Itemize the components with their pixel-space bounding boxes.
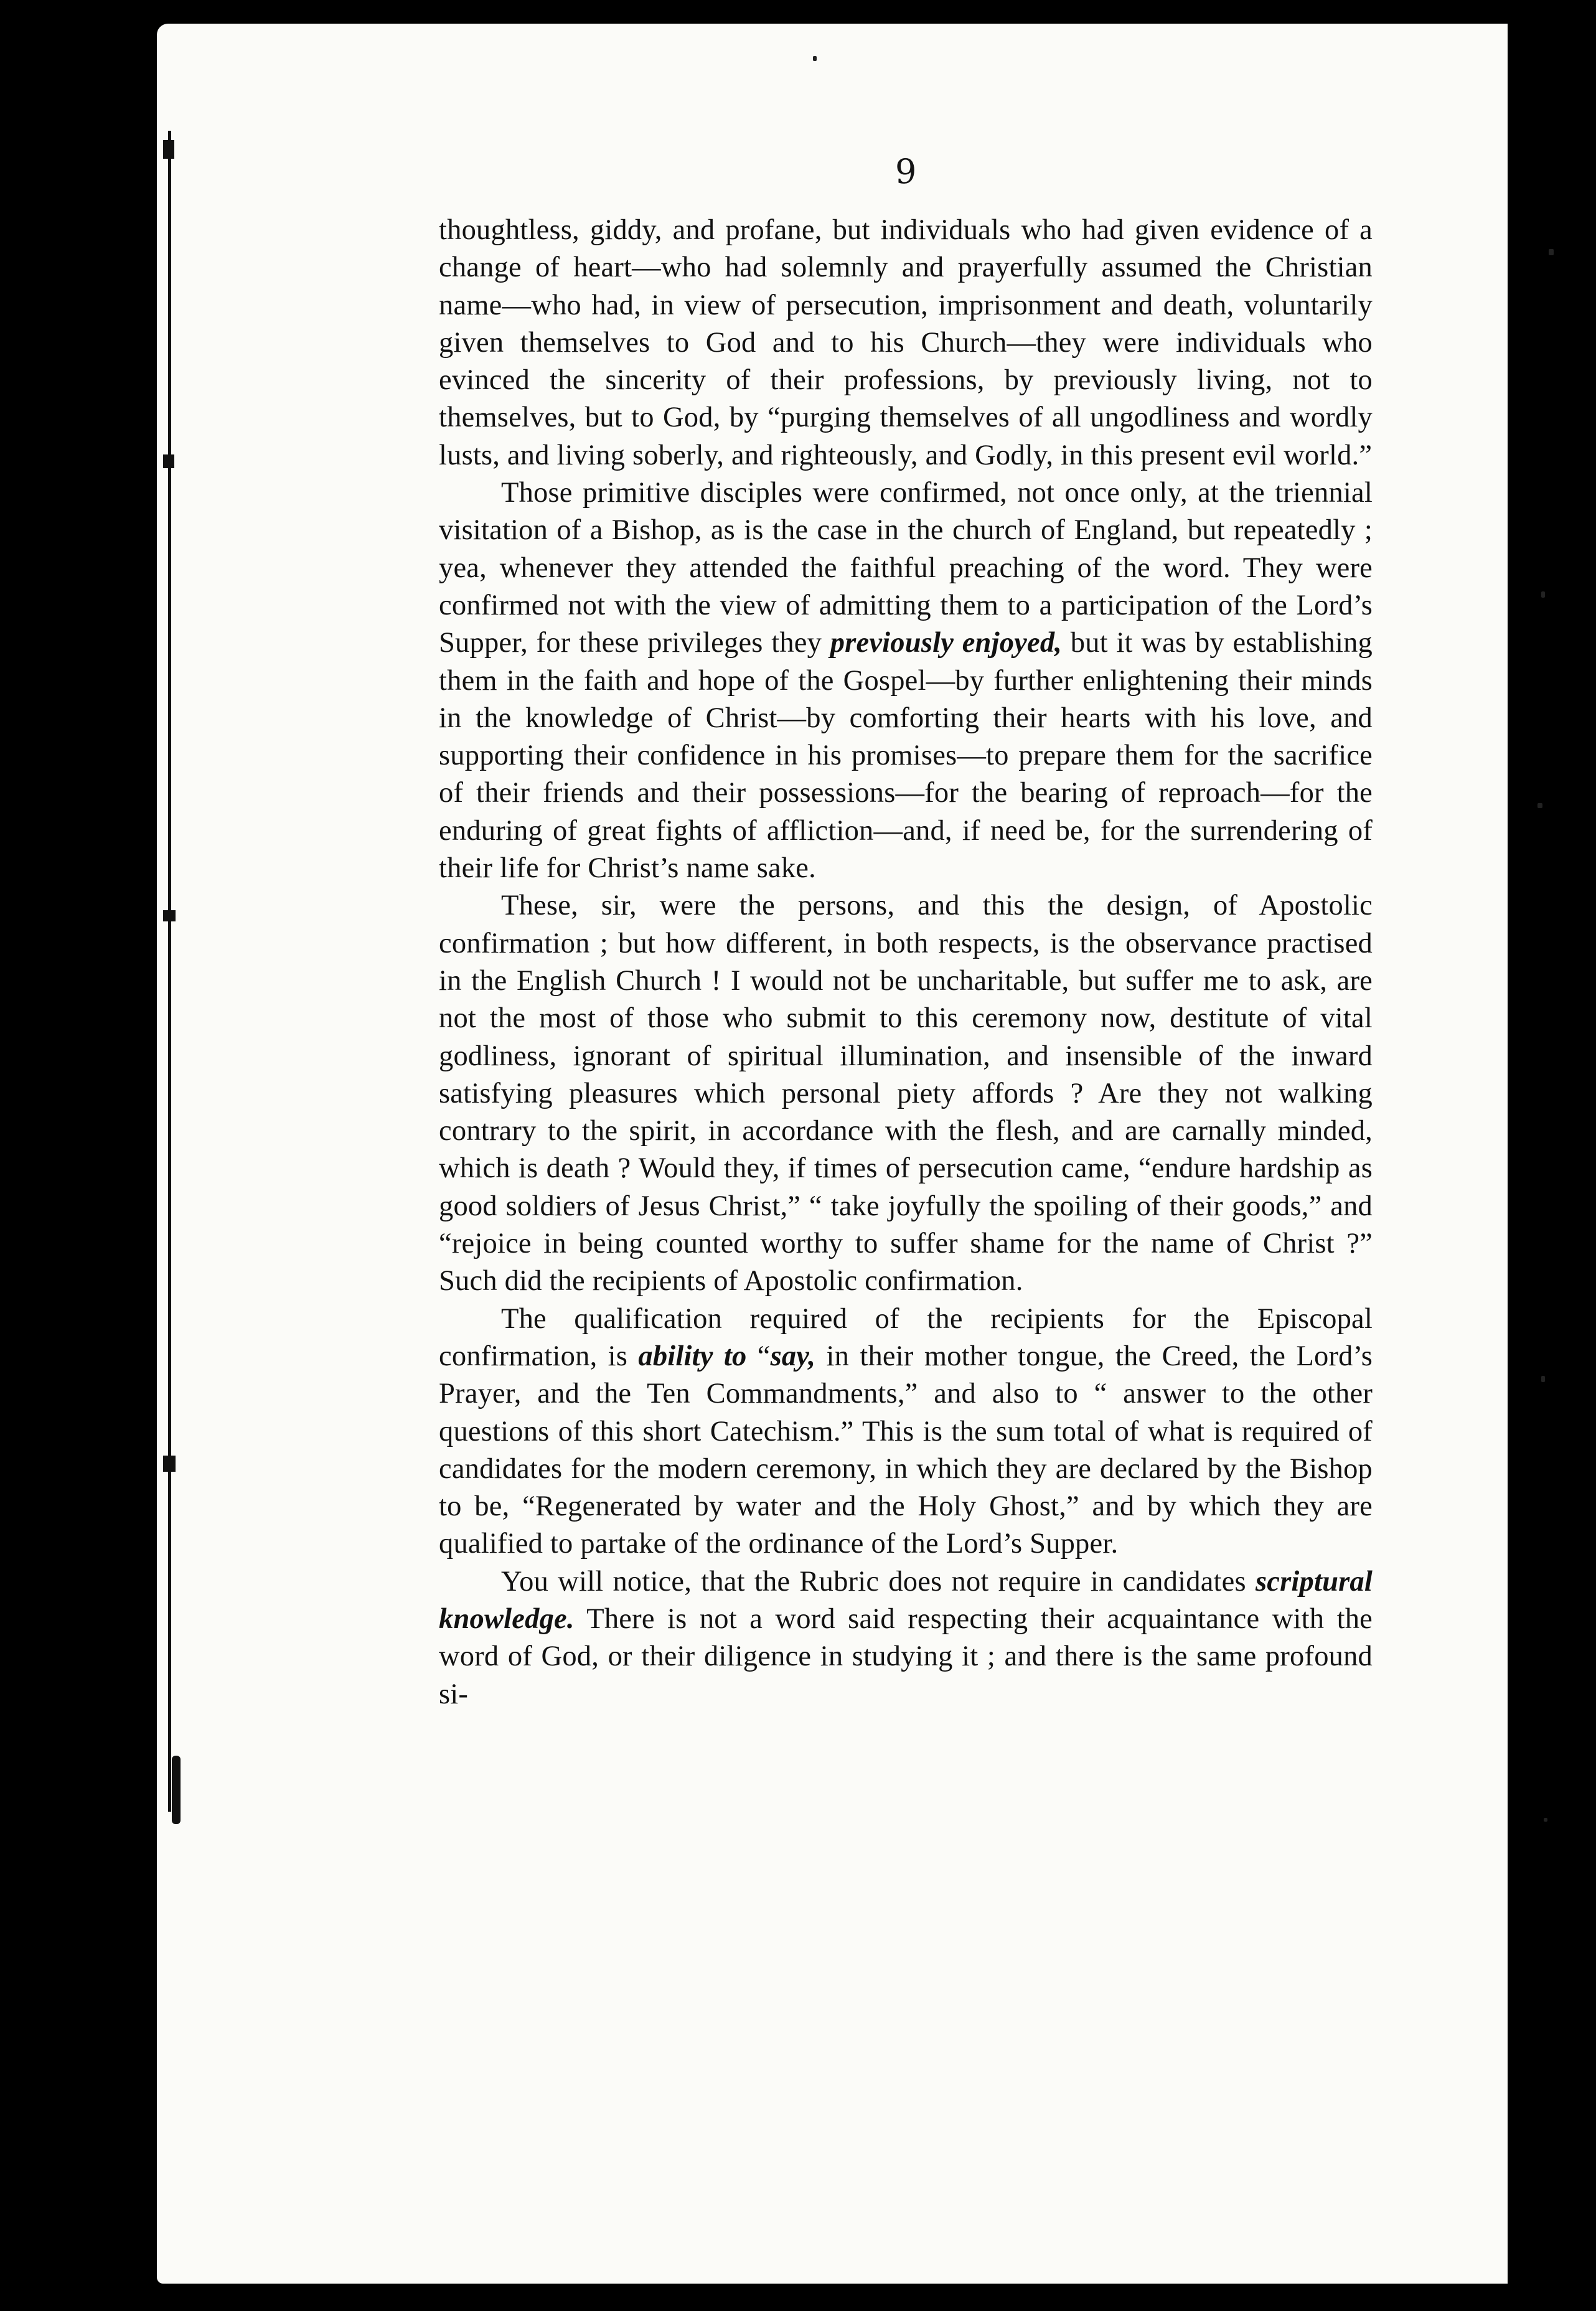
text-run: You will notice, that the Rubric does not require in candidates [501,1565,1256,1598]
italic-phrase: previously enjoyed, [830,627,1063,659]
speck [1541,1376,1545,1382]
speck [813,56,817,61]
paragraph [439,1563,1373,1713]
text-run: thoughtless, giddy, and profane, but individuals who had given evidence of a change of heart—who had solemnly and prayerfully assumed the Christian name—who had, in view of persecution, imprisonment and death, voluntarily given themselves to God and to his Church—they were individuals who evinced the sincerity of their professions, by previously living, not to themselves, but to God, by “purging themselves of all ungodliness and wordly lusts, and living soberly, and righteously, and Godly, in this present evil world.” [439,214,1373,471]
text-run: The qualification required of the recipients for the Episcopal confirmation, is [439,1302,1373,1372]
text-run: There is not a word said respecting their acquaintance with the word of God, or their diligence in studying it ; and there is the same profound si- [439,1603,1373,1710]
paragraph [439,212,1373,474]
binding-tick-mark [163,910,176,921]
italic-phrase: ability to [638,1340,747,1372]
paragraph [439,1301,1373,1563]
speck [1541,591,1545,598]
text-run: Those primitive disciples were confirmed, not once only, at the triennial visitation of a Bishop, as is the case in the church of England, but repeatedly ; yea, whenever they attended the faithful preaching of the word. They were confirmed not with the view of admitting them to a participation of the Lord’s Supper, for these privileges they [439,477,1373,659]
page-number: 9 [895,152,917,191]
paragraph [439,474,1373,887]
text-run: in their mother tongue, the Creed, the Lord’s Prayer, and the Ten Commandments,” and also to “ answer to the other questions of this short Catechism.” This is the sum total of what is required of candidates for the modern ceremony, in which they are declared by the Bishop to be, “Regenerated by water and the Holy Ghost,” and by which they are qualified to partake of the ordinance of the Lord’s Supper. [439,1340,1373,1560]
text-run: These, sir, were the persons, and this the design, of Apostolic confirmation ; but how different, in both respects, is the observance practised in the English Church ! I would not be uncharitable, but suffer me to ask, are not the most of those who submit to this ceremony now, destitute of vital godliness, ignorant of spiritual illumination, and insensible of the inward satisfying pleasures which personal piety affords ? Are they not walking contrary to the spirit, in accordance with the flesh, and are carnally minded, which is death ? Would they, if times of persecution came, “endure hardship as good soldiers of Jesus Christ,” “ take joyfully the spoiling of their goods,” and “rejoice in being counted worthy to suffer shame for the name of Christ ?” Such did the recipients of Apostolic confirmation. [439,890,1373,1297]
italic-phrase: say, [770,1340,816,1372]
binding-blot [172,1756,181,1824]
body-text [439,212,1373,1713]
binding-edge-line [168,131,171,1812]
binding-tick-mark [163,140,174,159]
paragraph [439,887,1373,1300]
text-run: “ [746,1340,771,1372]
speck [1544,1818,1547,1822]
text-run: but it was by establishing them in the faith and hope of the Gospel—by further enlightening their minds in the knowledge of Christ—by comforting their hearts with his love, and supporting their confidence in his promises—to prepare them for the sacrifice of their friends and their possessions—for the bearing of reproach—for the enduring of great fights of affliction—and, if need be, for the surrendering of their life for Christ’s name sake. [439,627,1373,885]
binding-tick-mark [163,454,174,468]
binding-tick-mark [163,1456,176,1472]
speck [1549,249,1554,255]
italic-phrase: scriptural knowledge. [439,1565,1373,1635]
speck [1537,803,1542,808]
